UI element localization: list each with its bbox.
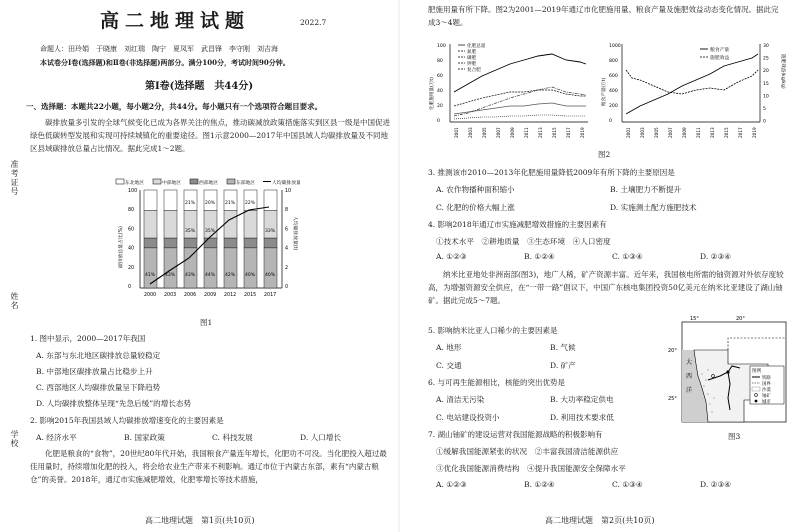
city-marker bbox=[726, 370, 729, 373]
bar-segment bbox=[144, 190, 157, 211]
exam-title: 高二地理试题 bbox=[100, 10, 251, 32]
fig2l-year: 2015 bbox=[552, 127, 557, 138]
fig2r-left-tick: 400 bbox=[609, 89, 618, 94]
fig2r-ylabel-right: 施肥效益(kg/kg) bbox=[780, 54, 785, 89]
q5-option-b[interactable]: B. 气候 bbox=[550, 343, 576, 352]
right-tick-label: 2 bbox=[285, 265, 289, 271]
fig2r-ylabel-left: 粮食产量(万t) bbox=[602, 77, 607, 106]
figure-1-bars bbox=[144, 190, 277, 298]
left-tick-label: 100 bbox=[128, 189, 138, 194]
q2-option-a[interactable]: A. 经济水平 bbox=[36, 433, 77, 442]
lat-25: 25° bbox=[668, 396, 677, 402]
right-tick-label: 10 bbox=[285, 189, 292, 194]
fertilizer-intro: 化肥是粮食的“食物”，20世纪80年代开始，我国粮食产量连年增长，化肥功不可没。当化肥投入超过最佳用量时，持续增加化肥的投入，将会给农业生产带来不利影响。通辽市位于内蒙古东部，素有“内蒙古粮仓”的美誉。2018年，通辽市实施减肥增效，化肥零增长等技术措施， bbox=[30, 449, 387, 484]
map-legend-mine: 铀矿 bbox=[762, 394, 771, 399]
fig2l-legend-item: 钾肥 bbox=[467, 62, 477, 67]
bar-label-ne: 22% bbox=[245, 201, 256, 206]
q1-option-a[interactable]: A. 东部与东北地区碳排放总量较稳定 bbox=[36, 351, 161, 360]
fig2r-year-labels bbox=[626, 127, 757, 138]
q3-stem: 3. 推测该市2010—2013年化肥施用量降低2009年有所下降的主要原因是 bbox=[428, 168, 675, 177]
right-tick-label: 4 bbox=[285, 246, 289, 252]
namibia-intro: 纳米比亚地处非洲南部(图3)，地广人稀，矿产资源丰富。近年来，我国核电所需的铀资源对外依存度较高，为增强资源安全供应，在“一带一路”倡议下，中国广东核电集团投资50亿美元在纳米比亚建设了湖山铀矿。据此完成5～7题。 bbox=[428, 270, 784, 305]
q3-option-b[interactable]: B. 土壤肥力不断提升 bbox=[610, 185, 682, 194]
q2-option-d[interactable]: D. 人口增长 bbox=[300, 433, 342, 442]
bar-segment bbox=[184, 248, 197, 288]
instruction: 一、选择题：本题共22小题，每小题2分，共44分。每小题只有一个选项符合题目要求。 bbox=[26, 102, 323, 111]
series-potassium bbox=[454, 115, 586, 119]
bar-label-east: 43% bbox=[165, 273, 176, 278]
figure-2-right-panel bbox=[600, 40, 790, 142]
bar-segment bbox=[164, 248, 177, 288]
right-tick-labels bbox=[285, 188, 291, 290]
fig2l-year: 2013 bbox=[538, 127, 543, 138]
figure-1-legend bbox=[116, 179, 300, 186]
q4-stem: 4. 影响2018年通辽市实施减肥增效措施的主要因素有 bbox=[428, 220, 607, 229]
fig2l-legend-item: 氮肥 bbox=[467, 50, 477, 55]
bar-label-east: 41% bbox=[145, 273, 156, 278]
q7-factors-a: ①缓解我国能源紧张的状况 ②丰富我国清洁能源供应 bbox=[436, 447, 619, 456]
bar-segment bbox=[204, 238, 217, 248]
left-tick-label: 60 bbox=[128, 227, 135, 233]
q4-option-d[interactable]: D. ②③④ bbox=[700, 252, 732, 261]
fig2l-year: 2009 bbox=[510, 127, 515, 138]
q4-factors: ①技术水平 ②耕地质量 ③生态环境 ④人口密度 bbox=[436, 237, 611, 246]
legend-ne: 东北地区 bbox=[125, 181, 145, 186]
bar-segment bbox=[144, 238, 157, 248]
bar-year-label: 2015 bbox=[244, 293, 257, 298]
authors-line: 命题人：田玲娟 于晓康 刘红瑞 陶宁 夏凤军 武昌锋 李守刚 刘吉海 bbox=[40, 45, 278, 53]
legend-grain: 粮食产量 bbox=[710, 48, 730, 53]
series-compound bbox=[454, 87, 586, 116]
q1-option-b[interactable]: B. 中部地区碳排放量占比稳步上升 bbox=[36, 367, 153, 376]
lat-20: 20° bbox=[668, 348, 677, 354]
map-legend-desert: 沙漠 bbox=[762, 388, 771, 393]
q1-option-c[interactable]: C. 西部地区人均碳排放量呈下降趋势 bbox=[36, 383, 161, 392]
side-label-name: 姓名 bbox=[10, 292, 19, 310]
fig2r-left-tick-labels bbox=[609, 43, 621, 124]
fig2l-legend-item: 磷肥 bbox=[467, 56, 477, 61]
fig2r-year: 2013 bbox=[710, 127, 715, 138]
q5-stem: 5. 影响纳米比亚人口稀少的主要因素是 bbox=[428, 326, 558, 335]
q6-option-a[interactable]: A. 清洁无污染 bbox=[436, 395, 485, 404]
exam-date: 2022.7 bbox=[300, 18, 327, 27]
fig2r-right-tick: 25 bbox=[763, 56, 769, 62]
bar-segment bbox=[204, 248, 217, 288]
fig2l-legend-item: 化肥总量 bbox=[467, 44, 486, 49]
bar-year-label: 2006 bbox=[184, 293, 197, 298]
q2-stem: 2. 影响2015年我国县域人均碳排放增速变化的主要因素是 bbox=[30, 416, 224, 425]
q7-option-b[interactable]: B. ①②④ bbox=[524, 480, 555, 489]
fig2l-tick: 20 bbox=[437, 104, 443, 109]
bar-year-label: 2003 bbox=[164, 293, 177, 298]
fig2l-ylabel: 化肥施用量(万t) bbox=[430, 77, 435, 110]
fig2r-year: 2015 bbox=[724, 127, 729, 138]
q7-option-d[interactable]: D. ②③④ bbox=[700, 480, 732, 489]
bar-segment bbox=[244, 238, 257, 248]
bar-label-mid: 33% bbox=[265, 229, 276, 234]
q5-option-a[interactable]: A. 地形 bbox=[436, 343, 462, 352]
exam-info: 本试卷分Ⅰ卷(选择题)和Ⅱ卷(非选择题)两部分。满分100分，考试时间90分钟。 bbox=[40, 58, 290, 67]
fig2r-right-tick-labels bbox=[763, 43, 769, 125]
fig2l-year: 2005 bbox=[482, 127, 487, 138]
q7-factors-b: ③优化我国能源消费结构 ④提升我国能源安全保障水平 bbox=[436, 464, 626, 473]
bar-segment bbox=[144, 248, 157, 288]
q3-option-d[interactable]: D. 实施测土配方施肥技术 bbox=[610, 203, 697, 212]
q2-option-c[interactable]: C. 科技发展 bbox=[212, 433, 253, 442]
q7-stem: 7. 湖山铀矿的建设运营对我国能源战略的积极影响有 bbox=[428, 430, 603, 439]
left-tick-labels bbox=[128, 188, 137, 290]
fig2l-year: 2001 bbox=[454, 127, 459, 138]
fig2r-year: 2019 bbox=[752, 127, 757, 138]
fig2r-right-tick: 20 bbox=[763, 69, 769, 75]
side-label-school: 学校 bbox=[10, 430, 19, 448]
q3-option-c[interactable]: C. 化肥的价格大幅上涨 bbox=[436, 203, 515, 212]
q1-option-d[interactable]: D. 人均碳排放整体呈现“先急后缓”的增长态势 bbox=[36, 399, 192, 408]
fig2r-right-tick: 15 bbox=[763, 81, 769, 87]
bar-label-ne: 21% bbox=[185, 201, 196, 206]
fig2r-right-tick: 10 bbox=[763, 94, 769, 100]
figure-1-ylabel-left: 碳排放总量占比(%) bbox=[119, 226, 124, 268]
bar-segment bbox=[224, 211, 237, 238]
bar-label-east: 42% bbox=[225, 273, 236, 278]
fig2r-right-tick: 0 bbox=[763, 119, 766, 125]
fig2l-tick: 40 bbox=[437, 89, 443, 94]
fig2l-year: 2007 bbox=[496, 127, 501, 138]
legend-swatch-mid bbox=[153, 179, 161, 184]
right-tick-label: 0 bbox=[285, 285, 289, 290]
bar-segment bbox=[264, 238, 277, 248]
figure-1-svg bbox=[110, 176, 300, 300]
bar-segment bbox=[244, 211, 257, 238]
bar-segment bbox=[144, 211, 157, 238]
fig2l-tick-labels bbox=[437, 43, 446, 124]
fig2l-year-labels bbox=[454, 127, 585, 138]
bar-year-label: 2017 bbox=[264, 293, 277, 298]
lon-15: 15° bbox=[690, 316, 699, 322]
q6-stem: 6. 与可再生能源相比，核能的突出优势是 bbox=[428, 378, 566, 387]
series-phosphorus bbox=[454, 103, 586, 114]
fig2l-year: 2003 bbox=[468, 127, 473, 138]
q4-option-b[interactable]: B. ①②④ bbox=[524, 252, 555, 261]
legend-efficiency: 施肥效益 bbox=[710, 56, 730, 61]
fig2r-year: 2005 bbox=[654, 127, 659, 138]
fig2l-year: 2011 bbox=[524, 127, 529, 138]
legend-city-swatch bbox=[755, 400, 758, 403]
bar-label-east: 44% bbox=[205, 273, 216, 278]
fig2r-year: 2007 bbox=[668, 127, 673, 138]
bar-year-label: 2012 bbox=[224, 293, 237, 298]
right-page bbox=[400, 0, 794, 532]
fig2r-year: 2001 bbox=[626, 127, 631, 138]
bar-segment bbox=[264, 248, 277, 288]
legend-west: 西部地区 bbox=[199, 181, 219, 186]
fig2r-right-tick: 5 bbox=[763, 107, 766, 112]
legend-percap: 人均碳排放量 bbox=[272, 181, 300, 186]
bar-year-label: 2000 bbox=[144, 293, 157, 298]
right-tick-label: 8 bbox=[285, 208, 289, 214]
q5-option-c[interactable]: C. 交通 bbox=[436, 361, 462, 370]
bar-label-east: 43% bbox=[185, 273, 196, 278]
legend-east: 东部地区 bbox=[236, 181, 256, 186]
bar-label-east: 40% bbox=[265, 273, 276, 278]
fig2r-left-tick: 1000 bbox=[609, 44, 621, 49]
q6-option-b[interactable]: B. 大功率稳定供电 bbox=[550, 395, 614, 404]
right-footer: 高二地理试题 第2页(共10页) bbox=[545, 516, 655, 525]
bar-segment bbox=[164, 238, 177, 248]
left-tick-label: 40 bbox=[128, 246, 135, 252]
series-grain bbox=[626, 54, 758, 114]
fig2r-legend bbox=[700, 46, 729, 61]
bar-segment bbox=[244, 248, 257, 288]
bar-segment bbox=[164, 190, 177, 211]
figure-2-left-panel bbox=[428, 40, 594, 142]
fig2r-right-tick: 30 bbox=[763, 44, 769, 49]
fig2r-left-tick: 200 bbox=[609, 104, 618, 109]
bar-segment bbox=[184, 238, 197, 248]
bar-label-mid: 35% bbox=[185, 229, 196, 234]
bar-label-ne: 21% bbox=[225, 201, 236, 206]
figure-2-caption: 图2 bbox=[598, 150, 611, 159]
left-tick-label: 20 bbox=[128, 265, 135, 271]
intro-paragraph: 碳排放量多引发的全球气候变化已成为各界关注的焦点，推动碳减放政策措施落实到区县一级是中国促进绿色低碳转型发展和实现可持续城镇化的重要途径。图1示意2000—2017年中国县域人均碳排放量及不同地区县域碳排放总量占比情况。据此完成1～2题。 bbox=[30, 118, 390, 153]
q6-option-c[interactable]: C. 电站建设投资小 bbox=[436, 413, 500, 422]
series-nitrogen bbox=[454, 90, 586, 106]
bar-segment bbox=[224, 248, 237, 288]
fig2r-left-tick: 600 bbox=[609, 74, 618, 79]
bar-year-label: 2009 bbox=[204, 293, 217, 298]
fig2l-tick: 100 bbox=[437, 44, 446, 49]
legend-swatch-west bbox=[190, 179, 198, 184]
bar-label-east: 40% bbox=[245, 273, 256, 278]
left-tick-label: 80 bbox=[128, 208, 135, 214]
legend-mid: 中部地区 bbox=[162, 181, 182, 186]
fig2l-year: 2017 bbox=[566, 127, 571, 138]
legend-swatch-east bbox=[227, 179, 235, 184]
q1-stem: 1. 图中显示，2000—2017年我国 bbox=[30, 334, 146, 343]
fig2l-tick: 80 bbox=[437, 59, 443, 64]
fig2l-tick: 0 bbox=[437, 119, 440, 124]
figure-2-left-svg bbox=[428, 40, 594, 142]
ocean-char-1: 大 bbox=[686, 359, 693, 366]
map-legend-title: 图例 bbox=[752, 369, 762, 374]
q4-option-c[interactable]: C. ①③④ bbox=[612, 252, 643, 261]
q3-option-a[interactable]: A. 农作物播种面积缩小 bbox=[436, 185, 515, 194]
ocean-char-2: 西 bbox=[686, 373, 693, 380]
map-legend-city: 城市 bbox=[762, 400, 771, 405]
fig2l-legend bbox=[458, 42, 486, 73]
ocean-char-3: 洋 bbox=[686, 387, 693, 394]
q2-option-b[interactable]: B. 国家政策 bbox=[124, 433, 165, 442]
figure-3-svg bbox=[668, 314, 790, 428]
legend-swatch-ne bbox=[116, 179, 124, 184]
figure-1-caption: 图1 bbox=[200, 318, 213, 327]
bar-label-mid: 35% bbox=[205, 229, 216, 234]
fig2r-year: 2009 bbox=[682, 127, 687, 138]
fig2-intro: 肥施用量有所下降。图2为2001—2019年通辽市化肥施用量、粮食产量及施肥效益动态变化情况。据此完成3～4题。 bbox=[428, 5, 779, 27]
figure-2-right-svg bbox=[600, 40, 790, 142]
fig2r-left-tick: 0 bbox=[609, 119, 612, 124]
q5-option-d[interactable]: D. 矿产 bbox=[550, 361, 576, 370]
map-legend-border: 国界 bbox=[762, 382, 771, 387]
figure-1-chart bbox=[110, 176, 300, 300]
section-title: 第Ⅰ卷(选择题 共44分) bbox=[145, 81, 254, 92]
bar-segment bbox=[224, 238, 237, 248]
fig2l-tick: 60 bbox=[437, 74, 443, 79]
q7-option-a[interactable]: A. ①②③ bbox=[436, 480, 467, 489]
lon-20: 20° bbox=[736, 316, 745, 322]
bar-segment bbox=[164, 211, 177, 238]
q4-option-a[interactable]: A. ①②③ bbox=[436, 252, 467, 261]
side-label-exam-number: 准考证号 bbox=[10, 160, 19, 196]
bar-label-ne: 20% bbox=[205, 201, 216, 206]
fig2r-left-tick: 800 bbox=[609, 59, 618, 64]
fig2r-year: 2003 bbox=[640, 127, 645, 138]
map-legend-railway: 铁路 bbox=[762, 376, 771, 381]
fig2l-legend-item: 复合肥 bbox=[467, 68, 481, 73]
q6-option-d[interactable]: D. 利用技术要求低 bbox=[550, 413, 614, 422]
figure-3-caption: 图3 bbox=[728, 432, 741, 441]
fig2l-year: 2019 bbox=[580, 127, 585, 138]
fig2r-year: 2011 bbox=[696, 127, 701, 138]
q7-option-c[interactable]: C. ①③④ bbox=[612, 480, 643, 489]
left-footer: 高二地理试题 第1页(共10页) bbox=[145, 516, 255, 525]
fig2r-year: 2017 bbox=[738, 127, 743, 138]
right-tick-label: 6 bbox=[285, 227, 289, 233]
left-tick-label: 0 bbox=[128, 285, 132, 290]
legend-desert-swatch bbox=[752, 387, 760, 391]
figure-3-map bbox=[668, 314, 790, 428]
figure-1-ylabel-right: 人均碳排放量(t) bbox=[292, 216, 297, 251]
